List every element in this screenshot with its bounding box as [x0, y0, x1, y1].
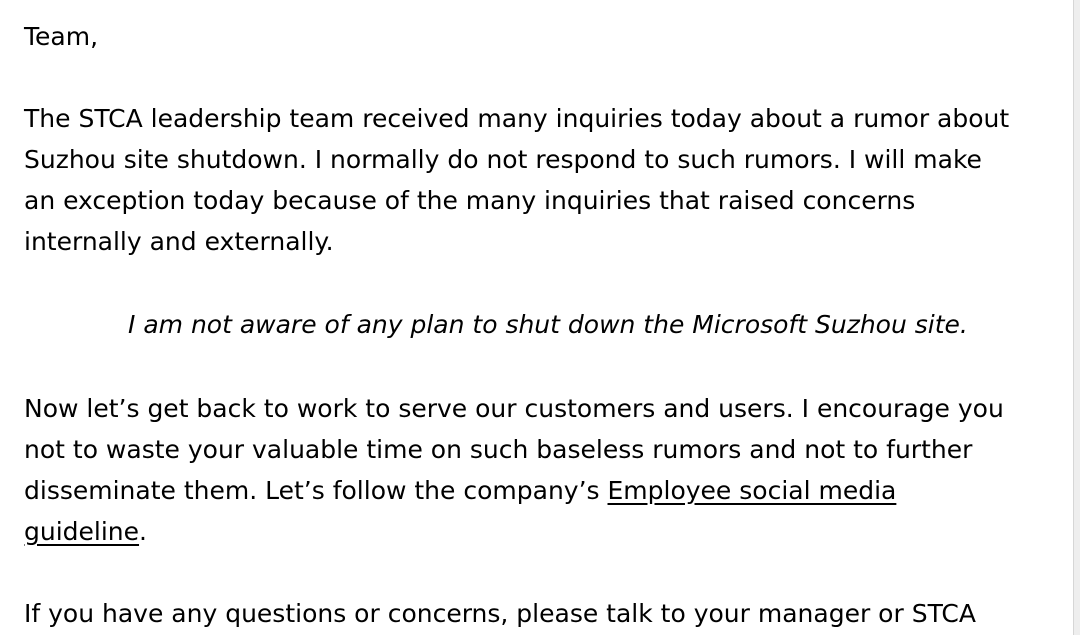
paragraph-line: not to waste your valuable time on such baseless rumors and not to further	[24, 435, 973, 464]
paragraph-line: an exception today because of the many inquiries that raised concerns	[24, 186, 916, 215]
scrollbar[interactable]	[1073, 0, 1080, 635]
guideline-link-continued[interactable]: guideline	[24, 517, 140, 546]
paragraph-text: .	[139, 517, 147, 546]
paragraph-line: Suzhou site shutdown. I normally do not respond to such rumors. I will make	[24, 145, 982, 174]
paragraph-contact	[24, 593, 1054, 634]
paragraph-text: disseminate them. Let’s follow the company’s	[24, 476, 608, 505]
paragraph-rumor-response	[24, 98, 1054, 262]
paragraph-line	[24, 470, 1054, 511]
paragraph-line: The STCA leadership team received many inquiries today about a rumor about	[24, 104, 1010, 133]
greeting: Team,	[24, 22, 99, 51]
paragraph-line	[24, 511, 1054, 552]
paragraph-back-to-work	[24, 388, 1054, 552]
paragraph-line: If you have any questions or concerns, please talk to your manager or STCA	[24, 599, 976, 628]
statement-quote: I am not aware of any plan to shut down the Microsoft Suzhou site.	[128, 310, 968, 339]
paragraph-line: Now let’s get back to work to serve our customers and users. I encourage you	[24, 394, 1004, 423]
guideline-link[interactable]: Employee social media	[607, 476, 897, 505]
paragraph-line: internally and externally.	[24, 227, 334, 256]
